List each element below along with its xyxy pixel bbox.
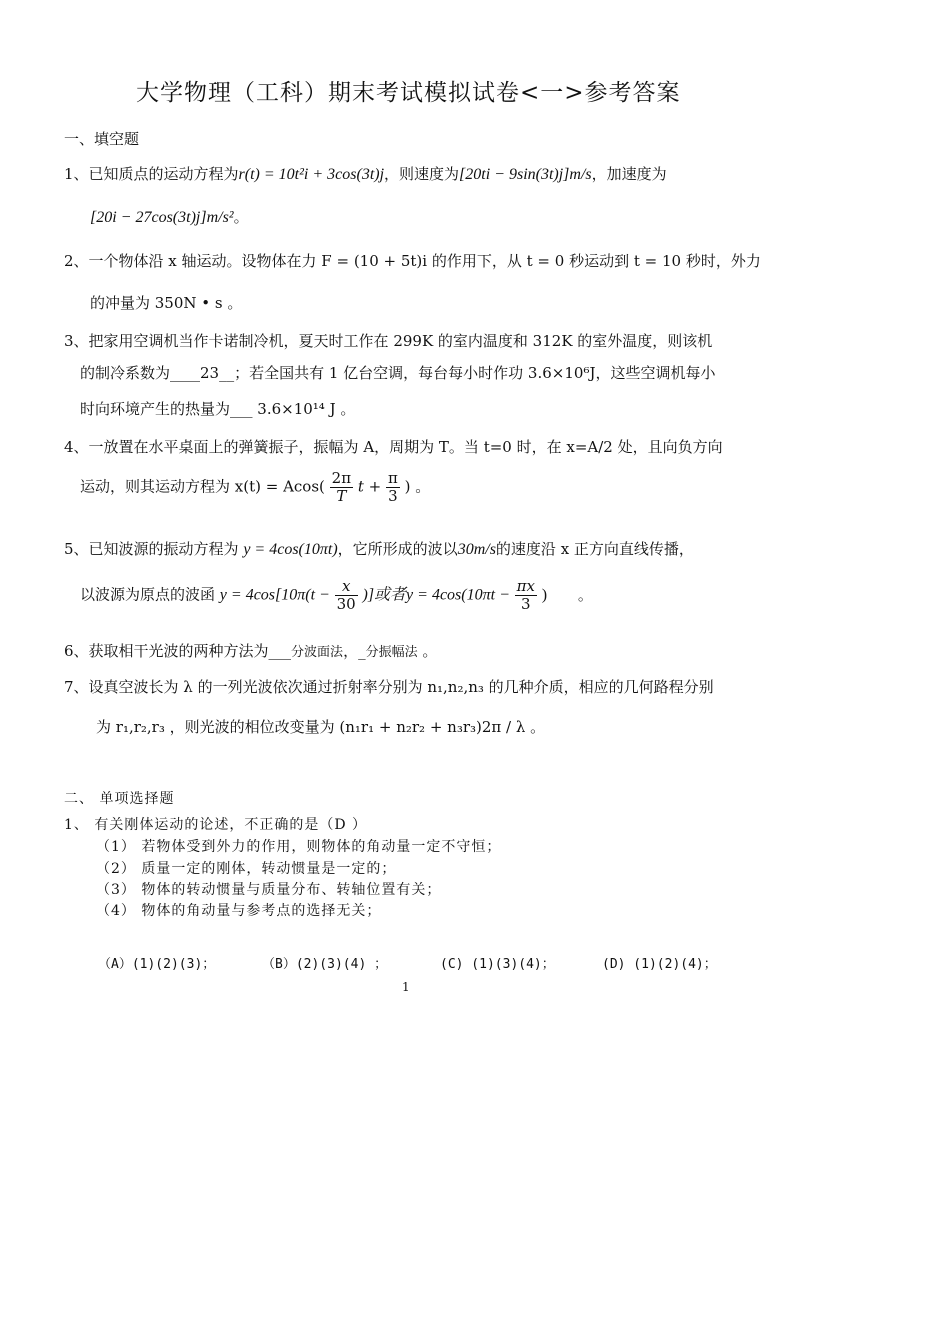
q7-line2: 为 r₁,r₂,r₃ ，则光波的相位改变量为 (n₁r₁ + n₂r₂ + n₃r₃)2π / λ 。 [96, 718, 546, 736]
q5-prefix2: 以波源为原点的波函 [80, 585, 216, 604]
q4-prefix: 运动，则其运动方程为 x(t) = Acos( [80, 477, 325, 496]
q1-line2 [90, 206, 249, 227]
q5-equation: y = 4cos(10πt) [243, 541, 338, 558]
mc-q1: 1、 有关刚体运动的论述，不正确的是（D ） [64, 817, 368, 833]
q5-line2 [80, 578, 593, 613]
q1-mid2: ，加速度为 [591, 165, 667, 183]
q2-line1: 2、一个物体沿 x 轴运动。设物体在力 F = (10 + 5t)i 的作用下，从 t = 0 秒运动到 t = 10 秒时，外力 [64, 252, 761, 270]
q5-eq2b: )]或者y = 4cos(10πt − [362, 586, 510, 604]
q1-end: 。 [233, 208, 249, 226]
mc-statement-3: （3） 物体的转动惯量与质量分布、转轴位置有关； [96, 882, 442, 898]
section1-heading: 一、填空题 [64, 130, 140, 148]
q4-end: ) 。 [404, 477, 431, 496]
q4-frac1-den: T [336, 487, 347, 505]
mc-option-c: (C) (1)(3)(4)； [440, 957, 555, 972]
q5-fraction-x-over-30 [335, 578, 358, 613]
document-title: 大学物理（工科）期末考试模拟试卷<一>参考答案 [136, 80, 681, 106]
q6-answer2: 分振幅法 [365, 645, 418, 660]
q6-prefix: 6、获取相干光波的两种方法为___ [64, 642, 292, 660]
q6-sep: ，_ [343, 642, 366, 660]
q4-line2 [80, 470, 430, 505]
q6-answer1: 分波面法 [291, 645, 344, 660]
q1-mid: ，则速度为 [384, 165, 460, 183]
mc-option-d: (D) (1)(2)(4)； [602, 957, 717, 972]
q6-end: 。 [417, 642, 438, 660]
q5-end2: 。 [577, 585, 593, 604]
q5-speed: 30m/s [457, 541, 496, 558]
page-number: 1 [402, 980, 410, 994]
q4-frac2-num: π [388, 469, 398, 487]
q1-prefix: 1、已知质点的运动方程为 [64, 165, 239, 183]
q7-line1: 7、设真空波长为 λ 的一列光波依次通过折射率分别为 n₁,n₂,n₃ 的几种介质，相应的几何路程分别 [64, 678, 714, 696]
q1-velocity: [20ti − 9sin(3t)j]m/s [459, 166, 592, 183]
q4-fraction-2pi-over-t [330, 470, 353, 505]
q1-acceleration: [20i − 27cos(3t)j]m/s² [90, 209, 234, 226]
mc-statement-1: （1） 若物体受到外力的作用，则物体的角动量一定不守恒； [96, 839, 502, 855]
q5-frac1-num: x [335, 578, 358, 596]
q5-mid: ，它所形成的波以 [337, 540, 458, 558]
q5-frac2-den: 3 [521, 595, 531, 613]
q3-line3: 时向环境产生的热量为___ 3.6×10¹⁴ J 。 [80, 400, 356, 418]
mc-option-a: （A）(1)(2)(3)； [98, 957, 216, 972]
q3-line1: 3、把家用空调机当作卡诺制冷机，夏天时工作在 299K 的室内温度和 312K 的室外温度，则该机 [64, 332, 713, 350]
q4-line1: 4、一放置在水平桌面上的弹簧振子，振幅为 A，周期为 T。当 t=0 时，在 x=A/2 处，且向负方向 [64, 438, 723, 456]
q5-frac2-num: πx [516, 577, 535, 595]
section2-heading: 二、 单项选择题 [64, 791, 175, 807]
q1-equation: r(t) = 10t²i + 3cos(3t)j [238, 166, 385, 183]
q2-line2: 的冲量为 350N • s 。 [90, 294, 243, 312]
q4-fraction-pi-over-3 [386, 470, 400, 505]
q5-line1 [64, 538, 694, 559]
q4-frac2-den: 3 [388, 487, 398, 505]
q5-prefix: 5、已知波源的振动方程为 [64, 540, 239, 558]
mc-statement-2: （2） 质量一定的刚体，转动惯量是一定的； [96, 861, 397, 877]
q5-fraction-pix-over-3 [515, 578, 537, 613]
q5-eq2c: ) [541, 586, 548, 604]
q6-line [64, 640, 437, 661]
q4-frac1-num: 2π [331, 469, 352, 487]
q5-end: 的速度沿 x 正方向直线传播， [495, 540, 694, 558]
q4-mid: t + [357, 477, 382, 496]
q3-line2: 的制冷系数为____23__；若全国共有 1 亿台空调，每台每小时作功 3.6×10⁶J，这些空调机每小 [80, 364, 716, 382]
mc-statement-4: （4） 物体的角动量与参考点的选择无关； [96, 903, 382, 919]
q5-frac1-den: 30 [336, 595, 356, 613]
q5-eq2a: y = 4cos[10π(t − [219, 586, 330, 604]
q1-line1 [64, 163, 667, 184]
mc-option-b: （B）(2)(3)(4) ； [262, 957, 388, 972]
